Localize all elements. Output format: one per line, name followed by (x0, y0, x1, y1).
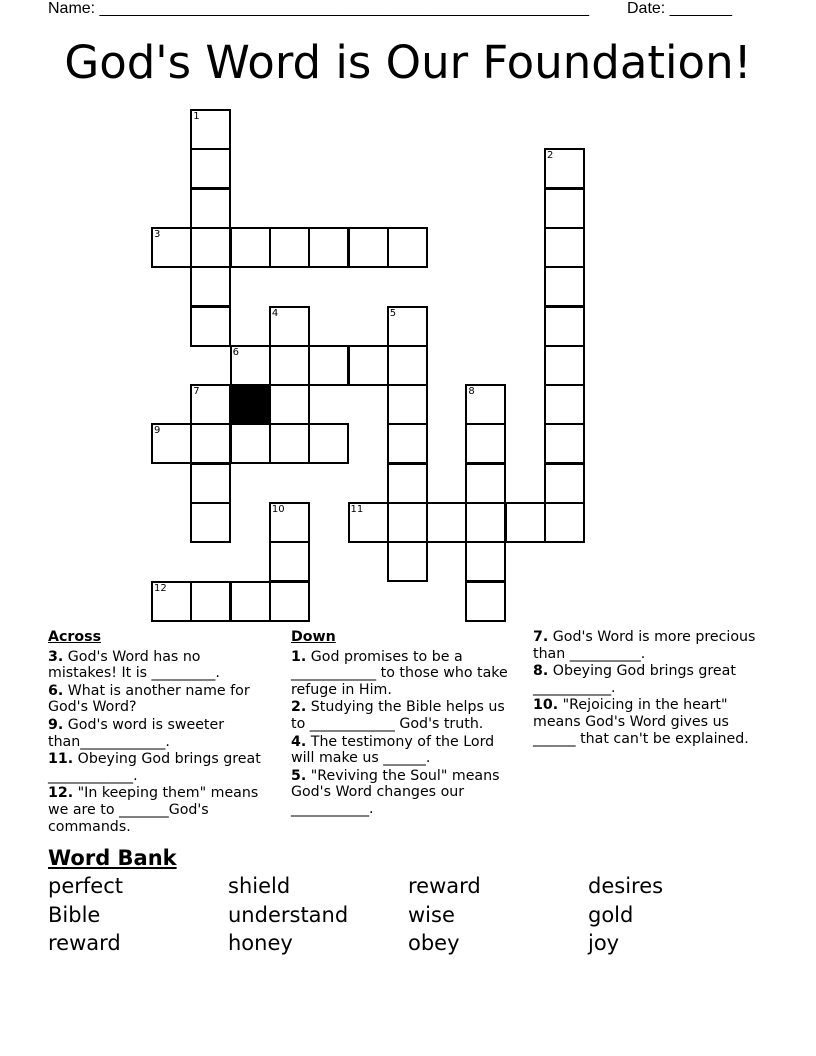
crossword-cell[interactable] (545, 346, 584, 385)
clue-number: 3 (154, 228, 161, 240)
crossword-cell[interactable] (466, 542, 505, 581)
crossword-cell[interactable] (231, 582, 270, 621)
clue-text: God's Word is more precious than __________. (533, 629, 756, 662)
crossword-cell[interactable] (388, 228, 427, 267)
across-clues (48, 629, 270, 836)
crossword-cell[interactable] (466, 464, 505, 503)
clue (48, 683, 270, 716)
clue (291, 649, 513, 699)
word-bank-word: wise (408, 902, 455, 927)
word-bank-word: desires (588, 874, 664, 898)
clue (48, 649, 270, 682)
clue-label: 3. (48, 648, 64, 665)
crossword-cell[interactable] (388, 542, 427, 581)
clue-label: 11. (48, 751, 74, 768)
clue-label: 12. (48, 785, 74, 802)
clue-label: 8. (533, 663, 549, 680)
across-heading: Across (48, 629, 102, 645)
word-bank-word: gold (588, 902, 634, 927)
crossword-cell[interactable] (388, 385, 427, 424)
clue (291, 699, 513, 732)
crossword-cell[interactable] (309, 228, 348, 267)
word-bank-word: reward (408, 874, 481, 898)
word-bank-word: honey (228, 931, 293, 955)
crossword-cell[interactable] (388, 424, 427, 463)
crossword-cell[interactable] (191, 149, 230, 188)
clue-label: 7. (533, 629, 549, 645)
crossword-cell[interactable] (466, 582, 505, 621)
crossword-cell[interactable] (270, 346, 309, 385)
clue-text: "Rejoicing in the heart" means God's Word gives us ______ that can't be explained. (533, 697, 749, 747)
clue (48, 785, 270, 835)
crossword-cell[interactable] (270, 228, 309, 267)
crossword-cell[interactable] (388, 503, 427, 542)
crossword-cell[interactable] (466, 424, 505, 463)
clue-text: Obeying God brings great ___________. (533, 663, 736, 696)
down-heading: Down (291, 629, 336, 645)
crossword-cell[interactable] (191, 424, 230, 463)
word-bank-word: obey (408, 931, 460, 955)
crossword-cell[interactable] (191, 110, 230, 149)
clue-label: 6. (48, 682, 64, 699)
word-bank-word: perfect (48, 874, 123, 898)
crossword-cell[interactable] (152, 582, 191, 621)
word-bank-word: shield (228, 874, 291, 898)
clue-label: 9. (48, 716, 64, 733)
crossword-cell[interactable] (152, 228, 191, 267)
clue-number: 10 (271, 504, 285, 515)
crossword-cell[interactable] (545, 267, 584, 306)
crossword-cell[interactable] (545, 385, 584, 424)
word-bank-word: understand (228, 902, 349, 927)
crossword-cell[interactable] (191, 503, 230, 542)
crossword-cell[interactable] (191, 464, 230, 503)
crossword-cell[interactable] (152, 424, 191, 463)
word-bank-word: reward (48, 931, 121, 955)
clue (291, 768, 513, 818)
crossword-cell[interactable] (545, 307, 584, 346)
crossword-cell[interactable] (309, 424, 348, 463)
clue-text: What is another name for God's Word? (48, 682, 250, 716)
crossword-cell[interactable] (506, 503, 545, 542)
header-line (48, 0, 748, 20)
crossword-cell[interactable] (231, 346, 270, 385)
clue-number: 11 (350, 504, 364, 515)
clue-text: "Reviving the Soul" means God's Word changes our ___________. (291, 767, 500, 817)
clue-text: The testimony of the Lord will make us ______. (291, 733, 495, 767)
crossword-cell[interactable] (231, 424, 270, 463)
crossword-cell[interactable] (545, 424, 584, 463)
clue (48, 717, 270, 750)
clue (533, 697, 773, 747)
crossword-cell[interactable] (270, 307, 309, 346)
crossword-cell[interactable] (545, 189, 584, 228)
clue-label: 1. (291, 648, 307, 665)
crossword-cell[interactable] (466, 503, 505, 542)
crossword-cell[interactable] (270, 385, 309, 424)
clue (533, 629, 773, 662)
down-clues-continued (533, 629, 773, 748)
crossword-cell[interactable] (545, 228, 584, 267)
clue-text: God's Word has no mistakes! It is _________. (48, 648, 220, 682)
clue-text: Studying the Bible helps us to ____________ God's truth. (291, 699, 505, 732)
clue-number: 7 (193, 386, 200, 398)
crossword-cell[interactable] (349, 503, 388, 542)
clue-number: 9 (154, 425, 161, 437)
crossword-cell[interactable] (309, 346, 348, 385)
clue-number: 12 (154, 582, 167, 594)
crossword-cell[interactable] (349, 228, 388, 267)
clue-number: 5 (389, 307, 397, 319)
clue-number: 6 (232, 346, 239, 358)
crossword-cell[interactable] (191, 267, 230, 306)
crossword-cell[interactable] (545, 464, 584, 503)
word-bank-word: Bible (48, 902, 101, 927)
word-bank (48, 872, 768, 958)
clue-number: 8 (468, 386, 475, 398)
clue-label: 5. (291, 767, 307, 784)
clue-number: 2 (547, 150, 554, 162)
crossword-cell[interactable] (388, 346, 427, 385)
crossword-cell[interactable] (191, 582, 230, 621)
clue-label: 2. (291, 699, 307, 716)
clue (48, 751, 270, 784)
crossword-block (231, 385, 270, 424)
clue-text: God's word is sweeter than____________. (48, 716, 225, 750)
crossword-cell[interactable] (349, 346, 388, 385)
crossword-cell[interactable] (191, 189, 230, 228)
word-bank-word: joy (588, 931, 620, 955)
clue-label: 10. (533, 697, 559, 714)
crossword-cell[interactable] (388, 464, 427, 503)
clue-text: God promises to be a ____________ to those who take refuge in Him. (291, 648, 508, 698)
clue-number: 1 (193, 111, 200, 122)
crossword-cell[interactable] (545, 503, 584, 542)
crossword-cell[interactable] (466, 385, 505, 424)
clue (533, 663, 773, 696)
crossword-cell[interactable] (270, 582, 309, 621)
crossword-cell[interactable] (191, 307, 230, 346)
down-clues (291, 629, 513, 819)
clue-text: Obeying God brings great ____________. (48, 751, 261, 784)
crossword-cell[interactable] (270, 424, 309, 463)
clue-number: 4 (271, 307, 279, 319)
page-title: God's Word is Our Foundation! (64, 36, 752, 89)
name-field[interactable]: Name: _______________________________________________________ (48, 0, 589, 17)
crossword-cell[interactable] (231, 228, 270, 267)
crossword-cell[interactable] (388, 307, 427, 346)
crossword-cell[interactable] (270, 503, 309, 542)
crossword-cell[interactable] (191, 385, 230, 424)
crossword-cell[interactable] (191, 228, 230, 267)
clue-text: "In keeping them" means we are to _______God's commands. (48, 785, 259, 835)
crossword-cell[interactable] (545, 149, 584, 188)
word-bank-title: Word Bank (48, 846, 177, 870)
clue (291, 734, 513, 767)
clue-label: 4. (291, 733, 307, 750)
crossword-cell[interactable] (427, 503, 466, 542)
crossword-cell[interactable] (270, 542, 309, 581)
date-field[interactable]: Date: _______ (627, 0, 732, 17)
